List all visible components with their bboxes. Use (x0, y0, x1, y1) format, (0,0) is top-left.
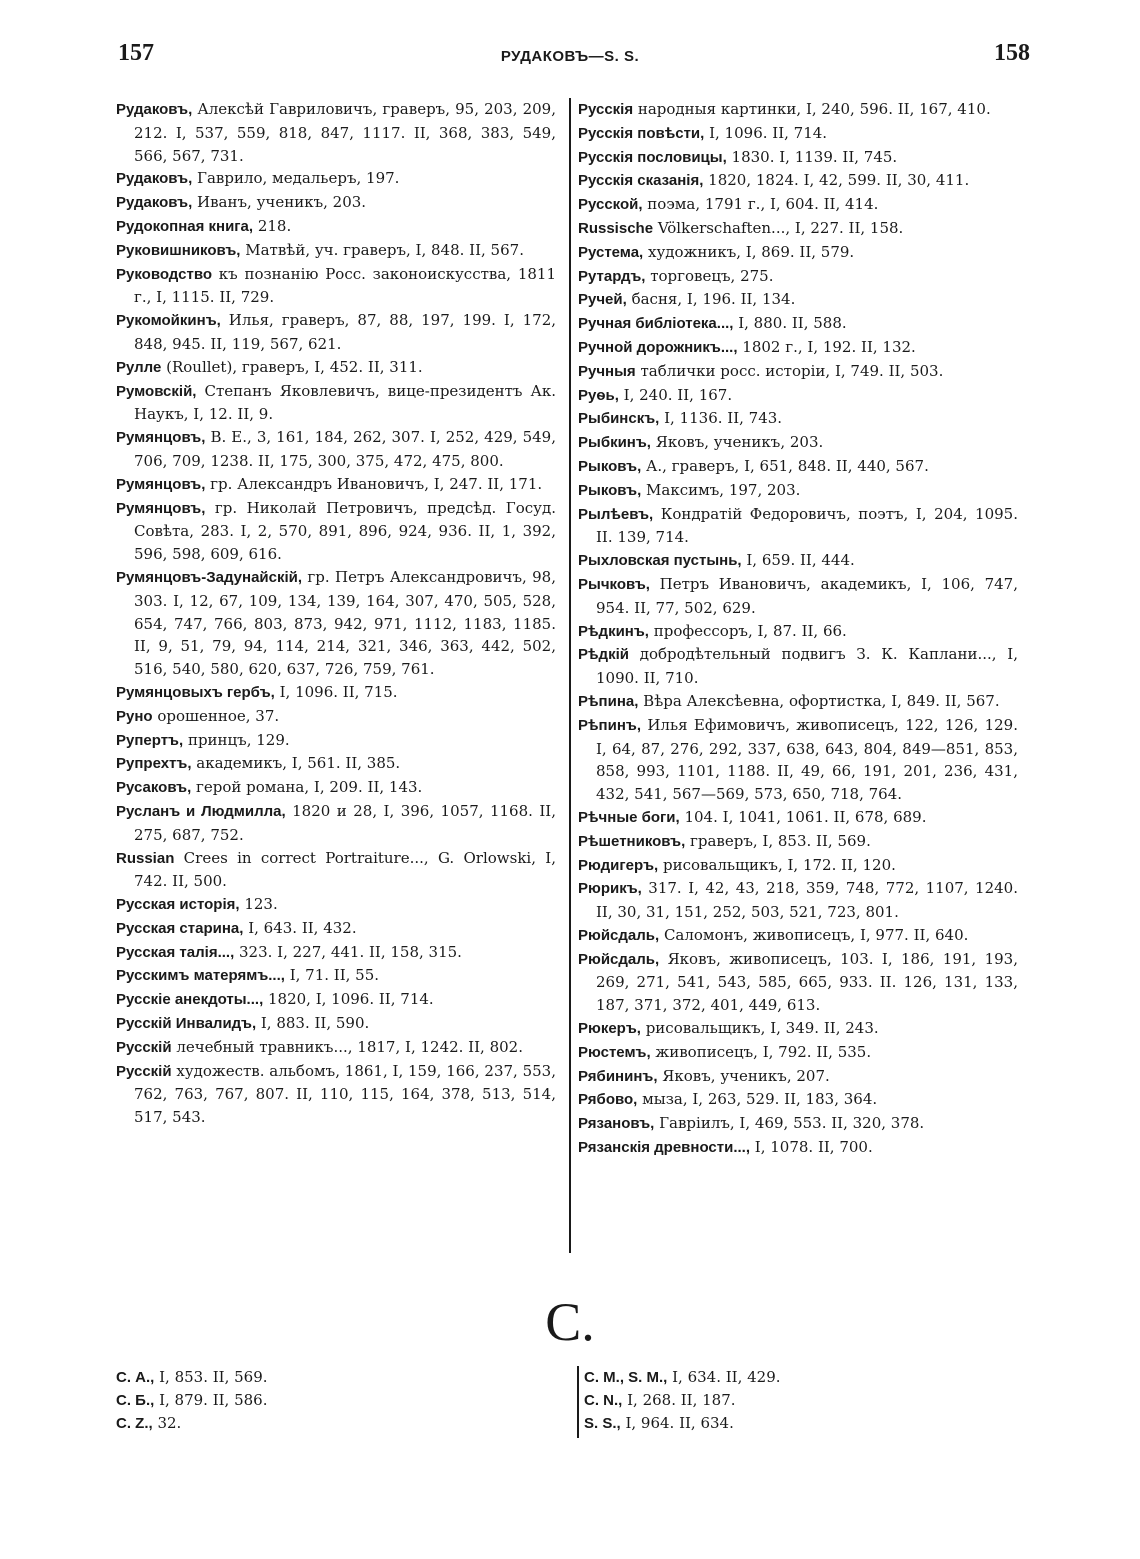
abbreviation-entry (116, 1412, 556, 1435)
entry-headword: Русской, (578, 196, 643, 214)
entry-references: гр. Николай Петровичъ, предсѣд. Госуд. Совѣта, 283. I, 2, 570, 891, 896, 924, 936. II, 1, 392, 596, 598, 609, 616. (134, 498, 556, 564)
index-entry (578, 169, 1018, 193)
entry-headword: Русскій (116, 1062, 172, 1080)
entry-references: орошенное, 37. (152, 706, 280, 725)
entry-headword: Рюйсдаль, (578, 950, 660, 968)
entry-references: герой романа, I, 209. II, 143. (191, 778, 423, 797)
entry-references: I, 1078. II, 700. (750, 1138, 873, 1157)
entry-headword: Рудаковъ, (116, 170, 193, 188)
index-entry (578, 1041, 1018, 1065)
index-entry (578, 217, 1018, 241)
entry-references: (Roullet), граверъ, I, 452. II, 311. (161, 357, 423, 376)
entry-references: Степанъ Яковлевичъ, вице-президентъ Ак. Наукъ, I, 12. II, 9. (134, 381, 556, 424)
index-entry (578, 312, 1018, 336)
entry-references: мыза, I, 263, 529. II, 183, 364. (637, 1090, 878, 1109)
entry-headword: Русская талія..., (116, 943, 235, 961)
index-entry (116, 681, 556, 705)
page-header (110, 40, 1030, 80)
index-entry (116, 239, 556, 263)
entry-references: Яковъ, ученикъ, 207. (657, 1066, 830, 1085)
index-column-left (116, 98, 556, 1129)
abbreviation-divider (577, 1366, 579, 1438)
index-entry (116, 917, 556, 941)
entry-headword: Русскимъ матерямъ..., (116, 967, 285, 985)
index-entry (116, 988, 556, 1012)
entry-headword: С. А., (116, 1369, 155, 1386)
index-entry (116, 473, 556, 497)
entry-references: Матвѣй, уч. граверъ, I, 848. II, 567. (240, 240, 524, 259)
index-entry (116, 1012, 556, 1036)
entry-references: Алексѣй Гавриловичъ, граверъ, 95, 203, 209, 212. I, 537, 559, 818, 847, 1117. II, 368, 383, 549, 566, 567, 731. (134, 100, 556, 165)
entry-references: художеств. альбомъ, 1861, I, 159, 166, 237, 553, 762, 763, 767, 807. II, 110, 115, 164, 378, 513, 514, 517, 543. (134, 1061, 556, 1127)
index-entry (578, 620, 1018, 644)
entry-references: Яковъ, ученикъ, 203. (650, 433, 824, 452)
entry-references: А., граверъ, I, 651, 848. II, 440, 567. (641, 456, 929, 475)
entry-references: I, 853. II, 569. (154, 1368, 268, 1386)
entry-headword: Рудокопная книга, (116, 217, 254, 235)
entry-headword: Рюрикъ, (578, 880, 642, 898)
entry-references: 1802 г., I, 192. II, 132. (737, 337, 916, 356)
entry-headword: Рѣдкинъ, (578, 622, 649, 640)
index-entry (578, 407, 1018, 431)
index-entry (578, 1088, 1018, 1112)
index-entry (578, 146, 1018, 170)
page-number-right: 158 (994, 40, 1030, 66)
entry-headword: Рыковъ, (578, 481, 642, 499)
entry-headword: Рулле (116, 358, 162, 376)
index-entry (578, 479, 1018, 503)
index-entry (578, 503, 1018, 550)
entry-references: I, 1136. II, 743. (659, 409, 783, 428)
index-entry (578, 336, 1018, 360)
entry-headword: Руѳь, (578, 386, 619, 404)
index-entry (578, 122, 1018, 146)
entry-headword: S. S., (584, 1415, 621, 1432)
entry-headword: Русскій Инвалидъ, (116, 1015, 257, 1033)
entry-headword: С. N., (584, 1392, 623, 1409)
section-letter: С. (545, 1292, 595, 1352)
entry-references: Гаврило, медальеръ, 197. (192, 169, 400, 188)
entry-references: 104. I, 1041, 1061. II, 678, 689. (679, 807, 927, 826)
entry-headword: Рычковъ, (578, 575, 650, 593)
index-entry (116, 380, 556, 427)
entry-references: Вѣра Алексѣевна, офортистка, I, 849. II, 567. (638, 691, 1000, 710)
entry-references: I, 1096. II, 715. (274, 682, 398, 701)
entry-headword: С. Б., (116, 1392, 155, 1409)
index-entry (578, 384, 1018, 408)
abbreviation-entry (116, 1366, 556, 1389)
entry-headword: Рѣдкій (578, 646, 629, 664)
index-entry (578, 924, 1018, 948)
entry-headword: Румянцовъ, (116, 475, 206, 493)
index-entry (116, 98, 556, 167)
entry-headword: Русская исторія, (116, 896, 240, 914)
abbreviation-entry (116, 1389, 556, 1412)
entry-references: рисовальщикъ, I, 172. II, 120. (658, 855, 896, 874)
entry-references: таблички росс. исторіи, I, 749. II, 503. (635, 361, 944, 380)
abbreviation-column-left (116, 1366, 556, 1435)
index-entry (116, 167, 556, 191)
entry-references: I, 71. II, 55. (284, 966, 380, 985)
entry-headword: Руководство (116, 265, 213, 283)
entry-references: рисовальщикъ, I, 349. II, 243. (640, 1019, 879, 1038)
entry-references: В. Е., 3, 161, 184, 262, 307. I, 252, 429, 549, 706, 709, 1238. II, 175, 300, 375, 472, 475, 800. (134, 428, 556, 470)
index-entry (116, 356, 556, 380)
abbreviation-column-right (584, 1366, 1024, 1435)
entry-headword: Рыхловская пустынь, (578, 552, 742, 570)
index-entry (578, 431, 1018, 455)
entry-headword: Рудаковъ, (116, 101, 193, 118)
entry-headword: Рыбинскъ, (578, 410, 660, 428)
entry-headword: Ручная библіотека..., (578, 315, 734, 333)
index-entry (116, 309, 556, 356)
entry-references: 218. (253, 216, 292, 235)
index-entry (116, 215, 556, 239)
index-entry (578, 1017, 1018, 1041)
abbreviation-entry (584, 1389, 1024, 1412)
index-entry (578, 1112, 1018, 1136)
index-entry (578, 98, 1018, 122)
index-entry (116, 800, 556, 847)
entry-headword: Рупрехтъ, (116, 755, 192, 773)
entry-references: лечебный травникъ..., 1817, I, 1242. II, 802. (171, 1037, 523, 1056)
entry-headword: Русскія повѣсти, (578, 124, 705, 142)
entry-references: принцъ, 129. (183, 730, 290, 749)
index-entry (116, 964, 556, 988)
entry-headword: Рылѣевъ, (578, 505, 654, 523)
index-entry (578, 193, 1018, 217)
index-entry (578, 854, 1018, 878)
entry-references: Петръ Ивановичъ, академикъ, I, 106, 747, 954. II, 77, 502, 629. (596, 574, 1018, 617)
entry-references: 1820, 1824. I, 42, 599. II, 30, 411. (703, 171, 970, 190)
entry-headword: Russian (116, 849, 175, 867)
entry-references: I, 240. II, 167. (618, 385, 733, 404)
entry-headword: Русскія сказанія, (578, 172, 704, 190)
entry-headword: Рыковъ, (578, 457, 642, 475)
entry-headword: Рыбкинъ, (578, 434, 651, 452)
entry-headword: Румовскій, (116, 382, 197, 400)
entry-references: торговецъ, 275. (645, 266, 774, 285)
entry-headword: Рѣпина, (578, 692, 639, 710)
running-title: РУДАКОВЪ—S. S. (500, 48, 640, 65)
entry-headword: Рупертъ, (116, 731, 184, 749)
entry-headword: Руно (116, 707, 153, 725)
index-entry (116, 729, 556, 753)
entry-references: Völkerschaften..., I, 227. II, 158. (653, 218, 904, 237)
entry-headword: Ручной дорожникъ..., (578, 338, 738, 356)
index-entry (116, 776, 556, 800)
index-entry (578, 360, 1018, 384)
entry-headword: Румянцовъ, (116, 429, 206, 447)
entry-references: 323. I, 227, 441. II, 158, 315. (234, 942, 462, 961)
entry-references: I, 659. II, 444. (741, 551, 855, 570)
index-entry (116, 263, 556, 310)
entry-headword: Румянцовыхъ гербъ, (116, 683, 275, 701)
entry-references: I, 634. II, 429. (667, 1368, 781, 1386)
index-entry (578, 714, 1018, 806)
entry-headword: Русскій (116, 1038, 172, 1056)
index-entry (116, 847, 556, 894)
entry-headword: Руковишниковъ, (116, 241, 241, 259)
index-entry (116, 1060, 556, 1129)
abbreviation-entry (584, 1412, 1024, 1435)
entry-references: поэма, 1791 г., I, 604. II, 414. (642, 195, 879, 214)
index-entry (116, 752, 556, 776)
index-entry (578, 1136, 1018, 1160)
entry-references: Максимъ, 197, 203. (641, 480, 801, 499)
entry-headword: Рудаковъ, (116, 194, 193, 212)
entry-headword: Ручей, (578, 291, 627, 309)
abbreviation-entry (584, 1366, 1024, 1389)
entry-references: академикъ, I, 561. II, 385. (191, 754, 401, 773)
index-entry (578, 288, 1018, 312)
entry-references: гр. Александръ Ивановичъ, I, 247. II, 171. (205, 474, 543, 493)
entry-headword: Рюкеръ, (578, 1020, 641, 1038)
entry-references: I, 268. II, 187. (622, 1391, 736, 1409)
entry-headword: Рутардъ, (578, 267, 646, 285)
entry-references: 1830. I, 1139. II, 745. (726, 147, 898, 166)
index-entry (116, 1036, 556, 1060)
index-entry (116, 191, 556, 215)
column-divider (569, 98, 571, 1253)
entry-references: 123. (239, 895, 278, 914)
entry-headword: Рѣчные боги, (578, 808, 680, 826)
entry-references: 317. I, 42, 43, 218, 359, 748, 772, 1107, 1240. II, 30, 31, 151, 252, 503, 521, 723, 801. (596, 879, 1018, 922)
index-entry (116, 566, 556, 681)
entry-headword: Русланъ и Людмилла, (116, 802, 286, 820)
index-entry (578, 690, 1018, 714)
entry-headword: Russische (578, 219, 654, 237)
entry-headword: Румянцовъ-Задунайскій, (116, 568, 303, 586)
entry-references: I, 643. II, 432. (243, 918, 357, 937)
index-entry (578, 265, 1018, 289)
index-entry (116, 705, 556, 729)
index-entry (578, 1065, 1018, 1089)
index-entry (578, 455, 1018, 479)
entry-headword: Рукомойкинъ, (116, 312, 221, 330)
index-column-right (578, 98, 1018, 1160)
index-entry (116, 497, 556, 566)
index-entry (578, 806, 1018, 830)
index-entry (578, 549, 1018, 573)
entry-references: 1820 и 28, I, 396, 1057, 1168. II, 275, 687, 752. (134, 801, 556, 844)
index-entry (578, 241, 1018, 265)
entry-headword: Рязановъ, (578, 1115, 655, 1133)
entry-headword: Рязанскія древности..., (578, 1139, 751, 1157)
entry-headword: Русская старина, (116, 919, 244, 937)
entry-references: Кондратій Федоровичъ, поэтъ, I, 204, 1095. II. 139, 714. (596, 504, 1018, 547)
entry-references: художникъ, I, 869. II, 579. (643, 242, 855, 261)
entry-headword: Рябово, (578, 1091, 638, 1109)
entry-headword: Ручныя (578, 362, 636, 380)
entry-references: Иванъ, ученикъ, 203. (192, 193, 367, 212)
entry-headword: Рюдигеръ, (578, 856, 659, 874)
index-entry (116, 426, 556, 473)
entry-headword: Рѣшетниковъ, (578, 832, 686, 850)
entry-references: граверъ, I, 853. II, 569. (685, 831, 871, 850)
index-entry (578, 573, 1018, 620)
entry-headword: Румянцовъ, (116, 499, 206, 517)
entry-references: 1820, I, 1096. II, 714. (263, 990, 434, 1009)
entry-headword: Рюстемъ, (578, 1043, 651, 1061)
entry-references: I, 1096. II, 714. (704, 123, 828, 142)
entry-references: I, 880. II, 588. (733, 314, 847, 333)
index-entry (578, 830, 1018, 854)
entry-references: живописецъ, I, 792. II, 535. (650, 1042, 872, 1061)
entry-headword: Русаковъ, (116, 779, 192, 797)
entry-references: I, 879. II, 586. (154, 1391, 268, 1409)
entry-headword: Рябининъ, (578, 1067, 658, 1085)
entry-headword: Русскія (578, 101, 634, 118)
entry-references: профессоръ, I, 87. II, 66. (648, 621, 847, 640)
entry-references: Гавріилъ, I, 469, 553. II, 320, 378. (654, 1114, 925, 1133)
entry-references: Яковъ, живописецъ, 103. I, 186, 191, 193, 269, 271, 541, 543, 585, 665, 933. II. 126, 131, 133, 187, 371, 372, 401, 449, 613. (596, 949, 1018, 1015)
entry-references: басня, I, 196. II, 134. (626, 290, 796, 309)
entry-headword: Рустема, (578, 243, 644, 261)
entry-references: гр. Петръ Александровичъ, 98, 303. I, 12, 67, 109, 134, 139, 164, 307, 470, 505, 528, 654, 747, 766, 803, 873, 942, 971, 1112, 1183, 1185. II, 9, 51, 79, 94, 114, 214, 321, 346, 363, 442, 502, 516, 540, 580, 620, 637, 726, 759, 761. (134, 567, 556, 679)
entry-headword: Рюйсдаль, (578, 926, 660, 944)
index-entry (578, 877, 1018, 924)
entry-references: 32. (152, 1414, 182, 1432)
index-entry (578, 948, 1018, 1017)
index-entry (578, 643, 1018, 690)
entry-references: Саломонъ, живописецъ, I, 977. II, 640. (659, 925, 969, 944)
entry-references: добродѣтельный подвигъ З. К. Каплани..., I, 1090. II, 710. (596, 645, 1018, 688)
entry-headword: С. M., S. M., (584, 1369, 668, 1386)
index-entry (116, 893, 556, 917)
entry-headword: Русскіе анекдоты..., (116, 991, 264, 1009)
index-entry (116, 941, 556, 965)
entry-references: Илья, граверъ, 87, 88, 197, 199. I, 172, 848, 945. II, 119, 567, 621. (134, 311, 556, 353)
entry-references: народныя картинки, I, 240, 596. II, 167, 410. (633, 100, 991, 118)
entry-headword: Рѣпинъ, (578, 716, 641, 734)
entry-references: Crees in correct Portraiture..., G. Orlowski, I, 742. II, 500. (134, 848, 556, 891)
entry-headword: Русскія пословицы, (578, 148, 727, 166)
entry-references: къ познанію Росс. законоискусства, 1811 г., I, 1115. II, 729. (134, 264, 556, 307)
entry-references: I, 964. II, 634. (620, 1414, 734, 1432)
entry-references: Илья Ефимовичъ, живописецъ, 122, 126, 129. I, 64, 87, 276, 292, 337, 638, 643, 804, 849—851, 853, 858, 993, 1101, 1188. II, 49, 66, 191, 201, 236, 431, 432, 541, 567—569, 573, 650, 718, 764. (596, 715, 1018, 804)
entry-headword: С. Z., (116, 1415, 153, 1432)
entry-references: I, 883. II, 590. (256, 1014, 370, 1033)
page-number-left: 157 (118, 40, 154, 66)
